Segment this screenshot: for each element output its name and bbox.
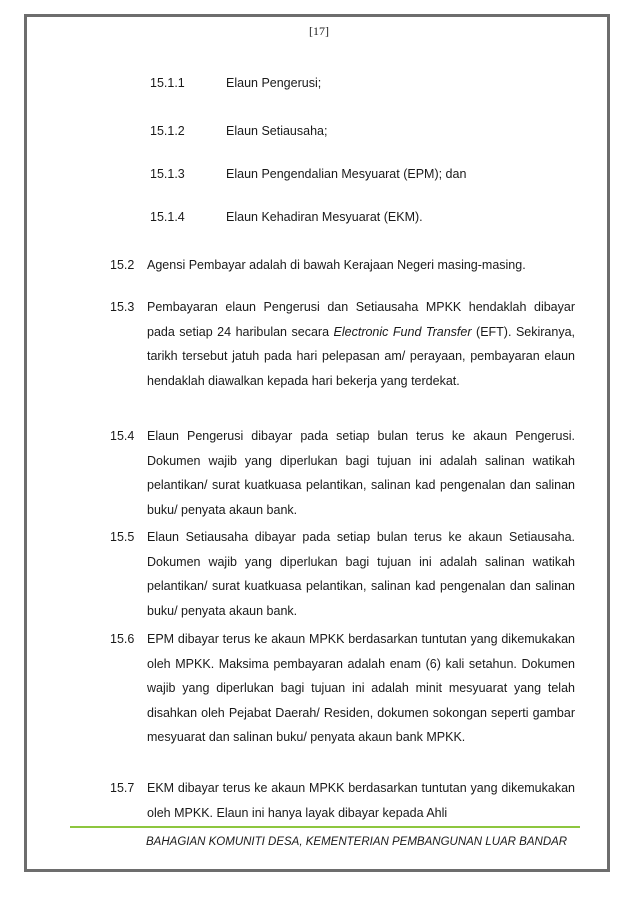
paragraph-number: 15.5 (110, 530, 135, 544)
footer-text: BAHAGIAN KOMUNITI DESA, KEMENTERIAN PEMBANGUNAN LUAR BANDAR (146, 836, 568, 848)
paragraph-text-italic: Electronic Fund Transfer (333, 324, 472, 339)
paragraph-number: 15.4 (110, 429, 135, 443)
paragraph-number: 15.2 (110, 258, 135, 272)
sub-item-label: Elaun Pengerusi; (226, 76, 322, 90)
paragraph-text: EKM dibayar terus ke akaun MPKK berdasarkan tuntutan yang dikemukakan oleh MPKK. Elaun ini hanya layak dibayar kepada Ahli (147, 781, 575, 820)
paragraph-text (147, 295, 575, 393)
paragraph-text: Elaun Pengerusi dibayar pada setiap bulan terus ke akaun Pengerusi. Dokumen wajib yang diperlukan bagi tujuan ini adalah salinan watikah pelantikan/ surat kuatkuasa pelantikan, salinan kad pengenalan dan salinan buku/ penyata akaun bank. (147, 429, 575, 517)
paragraph-text: Agensi Pembayar adalah di bawah Kerajaan Negeri masing-masing. (147, 258, 526, 272)
sub-item-number: 15.1.4 (150, 210, 185, 224)
sub-item-number: 15.1.3 (150, 167, 185, 181)
paragraph-text: Elaun Setiausaha dibayar pada setiap bulan terus ke akaun Setiausaha. Dokumen wajib yang diperlukan bagi tujuan ini adalah salinan watikah pelantikan/ surat kuatkuasa pelantikan, salinan kad pengenalan dan salinan buku/ penyata akaun bank. (147, 530, 575, 618)
paragraph-text: EPM dibayar terus ke akaun MPKK berdasarkan tuntutan yang dikemukakan oleh MPKK. Maksima pembayaran adalah enam (6) kali setahun. Dokumen wajib yang diperlukan bagi tujuan ini adalah minit mesyuarat yang telah disahkan oleh Pejabat Daerah/ Residen, dokumen sokongan seperti gambar mesyuarat dan salinan buku/ penyata akaun bank MPKK. (147, 632, 575, 744)
paragraph-number: 15.3 (110, 300, 135, 314)
sub-item-number: 15.1.2 (150, 124, 185, 138)
sub-item-label: Elaun Setiausaha; (226, 124, 328, 138)
footer-rule (70, 826, 580, 828)
paragraph-text-part: Pembayaran elaun Pengerusi dan Setiausaha MPKK hendaklah dibayar pada setiap 24 haribulan secara (147, 300, 575, 339)
paragraph-number: 15.7 (110, 781, 135, 795)
sub-item-label: Elaun Kehadiran Mesyuarat (EKM). (226, 210, 423, 224)
sub-item-number: 15.1.1 (150, 76, 185, 90)
paragraph-number: 15.6 (110, 632, 135, 646)
page-number: [17] (309, 24, 329, 38)
sub-item-label: Elaun Pengendalian Mesyuarat (EPM); dan (226, 167, 467, 181)
paragraph-text-part: (EFT). Sekiranya, tarikh tersebut jatuh pada hari pelepasan am/ perayaan, pembayaran elaun hendaklah diawalkan kepada hari bekerja yang terdekat. (147, 324, 575, 388)
